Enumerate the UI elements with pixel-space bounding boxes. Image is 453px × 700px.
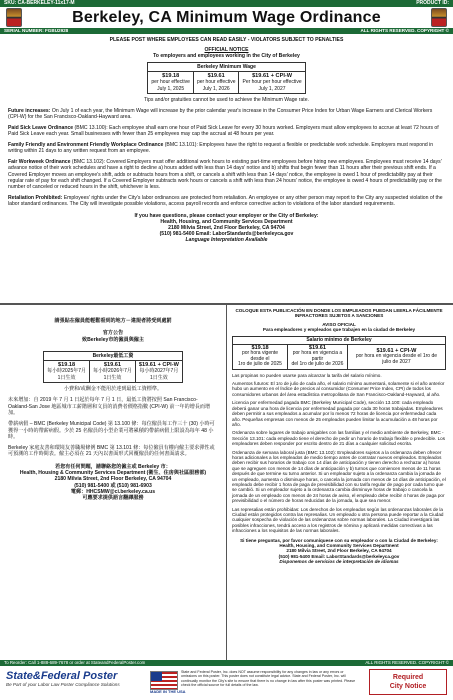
rate-line: 1日生效 [57, 374, 76, 381]
rate-line: 每小時2026年7月 [93, 368, 132, 375]
language-note: Language Interpretation Available [185, 237, 268, 244]
official-notice-zh: 官方公告 [102, 330, 124, 337]
rate-line: por hora vigente desde el [241, 350, 279, 362]
rate-line: Per hour per hour effective [242, 79, 302, 86]
required-line: Required [392, 674, 424, 681]
rate-cell [193, 72, 239, 93]
rate-amount: $19.18 [162, 73, 180, 80]
rate-line: 1ro de julio de 2025 [238, 361, 282, 368]
fair-workweek-es: Ordenanza de semana laboral justa (BMC 13.102): Empleadores sujetos a la ordenanza deben ofrecer horas adicionales a los empleados de medio tiempo antes de contratar nuevos empleados. Empleados deben recibir sus horarios de trabajo con 14 días de anticipación y tienen derecho a rechazar a) horas que se agreguen con menos de 14 días de anticipación y b) turnos que comiencen menos de 11 horas después de que termine su turno anterior. Si un empleador sujeto a la ordenanza cambia la jornada de un empleado, aumenta o disminuye horas, o cancela la jornada con menos de 14 días de anticipación, el empleado debe recibir 1 hora de paga de previsibilidad con su tarifa regular de pago por cada turno que se cambió. Si un empleador sujeto a la ordenanza cambia disminuye horas de trabajo o cancela la jornada de un empleado con menos de 24 horas de aviso, el empleado debe recibir 4 horas de paga por previsibilidad o el número de horas reducidas de la jornada, la que sea menor. [232, 449, 446, 504]
rates-table-zh [43, 351, 183, 383]
section-title: Fair Workweek Ordinance [8, 159, 71, 166]
section-title: Retaliation Prohibited: [8, 194, 63, 201]
brand-logo [6, 670, 146, 687]
rate-cell [90, 361, 136, 383]
sick-leave-es: Licencia por enfermedad pagada BMC (Berkeley Municipal Code), sección 13.100: cada empleado deberá ganar una hora de licencia por enfermedad pagada por cada 30 horas trabajadas. Empleadores deben permitir a sus empleados a acumular por lo menos 72 horas de licencia por enfermedad cada año. Pequeñas empresas con menos de 25 empleados pueden limitar la acumulación a 48 horas por año. [232, 400, 443, 427]
contact-phone-es: (510) 981-5400 Email: LaborStandards@berkeleyca.gov [278, 553, 400, 559]
contact-phone: (510) 981-5400 Email: LaborStandards@berkeleyca.gov [159, 231, 294, 238]
contact-org-es: Health, Housing, and Community Services Department [279, 543, 399, 549]
sick-leave-zh: 帶薪病假 – BMC (Berkeley Municipal Code) 第 13.100 條：每位僱員每工作三十 (30) 小時可獲得一小時的帶薪病假。少於 25 名僱員的小型企業可將累積的帶薪病假上限設為每年 48 小時。 [8, 421, 215, 440]
serial-bar [0, 28, 453, 34]
rate-cell [288, 345, 348, 370]
contact-phone-zh: (510) 981-5400 或 (510) 981-6903 [74, 482, 152, 489]
post-notice-es: COLOQUE ESTA PUBLICACIÓN EN DONDE LOS EMPLEADOS PUEDAN LEERLA FÁCILMENTE INFRACTORES SUJETOS A SANCIONES [235, 308, 443, 319]
language-note-es: Disponemos de servicios de interpretación de idiomas [279, 559, 399, 565]
section-text: (BMC 13.100): Each employee shall earn one hour of Paid Sick Leave for every 30 hours worked. Employers must allow employees to accrue at least 72 hours of Paid Sick Leave each year. Small businesses with fewer than 25 employees may cap the accrual at 48 hours per year. [8, 124, 439, 138]
spanish-section [232, 308, 446, 565]
rate-cell [347, 345, 445, 370]
page-title: Berkeley, CA Minimum Wage Ordinance [72, 9, 381, 26]
fair-workweek-paragraph [8, 159, 445, 189]
us-flag-icon [150, 671, 178, 690]
retaliation-paragraph [8, 195, 445, 207]
family-friendly-es: Ordenanza sobre lugares de trabajo amigables con las familias y el medio ambiente de Berkeley, BMC - Sección 13.101: cada empleado tiene el derecho de pedir un horario de trabajo flexible o predecible. Los empleadores deben responder por escrito dentro de 21 días a cualquier solicitud escrita. [232, 430, 445, 447]
rate-amount: $19.61 + CPI-W [252, 73, 293, 80]
rate-amount: $19.61 [103, 362, 122, 369]
rate-line: 每小時2027年7月 [139, 368, 179, 375]
rates-header-zh: Berkeley最低工資 [44, 351, 183, 360]
section-title: Paid Sick Leave Ordinance [8, 124, 74, 131]
rate-amount: $19.61 [207, 73, 225, 80]
language-note-zh: 可應要求提供語言翻譯服務 [82, 495, 144, 502]
rate-line: 1日生效 [150, 374, 168, 381]
english-section [8, 37, 445, 243]
rate-line: July 1, 2025 [157, 85, 185, 92]
section-text: (BMC 13.102): Covered Employers must offer additional work hours to existing part-time employees before hiring new employees. Employees must receive 14 days' advance notice of their work schedules and have a right to decline a) hours added with less than 14 days' notice and b) shifts that begin fewer than 11 hours after their previous shift ends. If a Covered Employer moves an employee's shift, adds or subtracts hours from a shift, or cancels a shift with less than 14 days' notice, the employee is owed 1 hour of predictability pay at their regular rate of pay for each shift changed. If a Covered Employer subtracts work hours or cancels a shift with less than 24 hours' notice, the employee is owed 4 hours of predictability pay or the number of canceled or reduced hours in the shift, whichever is less. [8, 159, 442, 190]
tips-note-es: Las propinas no pueden usarse para alcanzar la tarifa del salario mínimo. [232, 372, 382, 378]
post-notice: PLEASE POST WHERE EMPLOYEES CAN READ EASILY - VIOLATORS SUBJECT TO PENALTIES [109, 37, 344, 43]
rate-cell [148, 72, 194, 93]
rate-amount: $19.18 [58, 362, 76, 369]
footer-copyright: ALL RIGHTS RESERVED. COPYRIGHT © [365, 660, 449, 665]
official-notice-sub: To employers and employees working in the City of Berkeley [153, 53, 300, 60]
family-friendly-zh: Berkeley 家庭友善和環境友善職場條例 BMC 第 13.101 條：每位僱員有權向僱主要求彈性或可預測的工作時間表。僱主必須在 21 天內以書面形式回覆僱員的任何書面請求。 [8, 445, 215, 458]
contact-org: Health, Housing, and Community Services Department [160, 219, 293, 226]
reorder-text: To Reorder: Call 1-888-689-7678 or order at StateandFederalPoster.com [4, 660, 146, 665]
rate-line: per hour effective [196, 79, 236, 86]
section-title: Future increases: [8, 107, 51, 114]
family-friendly-paragraph [8, 142, 445, 154]
product-id-label: PRODUCT ID: [416, 0, 449, 6]
rates-header-es: Salario mínimo de Berkeley [233, 336, 446, 344]
sick-leave-paragraph [8, 125, 445, 137]
rate-line: per hour effective [151, 79, 190, 86]
rate-line: July 1, 2026 [202, 85, 230, 92]
contact-address-zh: 2180 Milvia Street, 2nd Floor Berkeley, CA 94704 [54, 476, 172, 483]
section-title: Family Friendly and Environment Friendly Workplace Ordinance [8, 142, 164, 149]
made-in-usa: MADE IN THE USA [150, 689, 186, 694]
rate-cell [44, 361, 90, 383]
rates-table-es [232, 336, 446, 370]
required-notice-badge [369, 669, 447, 695]
tips-note-zh: 小費和/或酬金不能用於達到最低工資標準。 [63, 386, 163, 393]
contact-email-zh: 電郵：HHCSMW@ci.berkeley.ca.us [70, 488, 156, 495]
chinese-section [8, 318, 218, 502]
future-increases-paragraph [8, 108, 445, 120]
rate-line: 1日生效 [103, 374, 122, 381]
rate-line: por hora en vigencia desde el 1ro de julio de 2027 [355, 353, 438, 365]
future-increases-zh: 未來增加：自 2019 年 7 月 1 日起於每年 7 月 1 日，最低工資將按照 San Francisco-Oakland-San Jose 地區城市工薪階層和文員的消費者價格指數 (CPI-W) 前一年的增長而增加。 [8, 397, 211, 416]
section-text: Employees' rights under the City's labor ordinances are protected from retaliation. An employee or any other person may report to the City any suspected violation of the labor standard ordinances. The City will investigate possible violations, access payroll records and enforce corrective action to violations of the labor standard requirements. [8, 194, 443, 207]
serial-number: SERIAL NUMBER: FGBU2928 [4, 28, 69, 33]
rate-amount: $19.18 [251, 345, 269, 352]
column-divider [226, 305, 227, 660]
section-text: (BMC 13.101): Employees have the right to request a flexible or predictable work schedule. Employers must respond in writing within 21 days to any written request from an employee. [8, 142, 434, 155]
copyright-label: ALL RIGHTS RESERVED. COPYRIGHT © [360, 28, 449, 33]
rates-table [147, 62, 305, 93]
rate-line: July 1, 2027 [258, 85, 286, 92]
future-increases-es: Aumentos futuros: El 1ro de julio de cada año, el salario mínimo aumentará, solamente si el año anterior hubo un aumento en el Índice de precios al consumidor (Consumer Price Index, CPI) de todos los consumidores urbanos del área estadística metropolitana de San Francisco-Oakland-Hayward, al año. [232, 381, 445, 397]
footer [0, 666, 453, 700]
official-notice-heading: OFFICIAL NOTICE [204, 47, 249, 54]
tips-note: Tips and/or gratuities cannot be used to achieve the Minimum Wage rate. [144, 96, 309, 103]
brand-tagline: Be Part of your Labor Law Poster Compliance Solutions [6, 682, 120, 687]
official-notice-es: AVISO OFICIAL [322, 321, 356, 327]
contact-org-zh: Health, Housing & Community Services Department (衛生、住房與社區服務部) [19, 470, 207, 477]
rate-line: por hora en vigencia a partir [292, 350, 343, 362]
retaliation-es: Las represalias están prohibidas: Los derechos de los empleados según las ordenanzas laborales de la Ciudad están protegidos contra las represalias. Un empleado u otra persona puede reportar a la Ciudad cualquier sospecha de violación de las ordenanzas sobre normas laborales. La Ciudad investigará las posibles infracciones, tendrá acceso a los registros de nómina y aplicará medidas correctivas a las infracciones a los requisitos de las normas laborales. [232, 506, 444, 534]
rate-line: 每小時2025年7月 [47, 368, 87, 375]
rate-line: del 1ro de julio de 2026 [291, 361, 344, 368]
contact-intro-zh: 若您有任何問題，請聯絡您的僱主或 Berkeley 市： [55, 463, 171, 470]
rate-amount: $19.61 + CPI-W [376, 347, 417, 354]
post-notice-zh: 請張貼在僱員能輕鬆看到的地方－違規者將受到處罰 [54, 318, 172, 324]
legal-disclaimer: State and Federal Poster, Inc. does NOT assume responsibility for any changes in law or any errors or omissions on this poster. This poster does not constitute legal advice. State and Federal Poster, Inc. will continually monitor the City's site to ensure that there is no change in law after this poster was printed. Please check the official source for full details of the law. [181, 670, 356, 687]
sku-label: SKU: CA-BERKELEY-11x17-M [4, 0, 75, 6]
top-bar [0, 0, 453, 7]
section-text: On July 1 of each year, the Minimum Wage will increase by the prior calendar year's increase in the Consumer Price Index for Urban Wage Earners and Clerical Workers (CPI-W) for the San Francisco-Oakland-Hayward area. [8, 107, 433, 120]
contact-intro-es: Si tiene preguntas, por favor comuníquese con su empleador o con la Ciudad de Berkeley: [240, 537, 438, 543]
rates-header: Berkeley Minimum Wage [148, 63, 305, 72]
rate-amount: $19.61 [308, 345, 326, 352]
rate-cell [135, 361, 182, 383]
required-line: City Notice [389, 683, 427, 690]
contact-address: 2180 Milvia Street, 2nd Floor Berkeley, CA 94704 [168, 225, 285, 232]
contact-intro: If you have questions, please contact your employer or the City of Berkeley: [134, 212, 319, 219]
contact-address-es: 2180 Milvia Street, 2nd Floor Berkeley, CA 94704 [286, 548, 392, 554]
official-sub-zh: 致Berkeley市的僱員與僱主 [82, 336, 144, 343]
rate-cell [239, 72, 305, 93]
rate-amount: $19.61 + CPI-W [138, 362, 179, 369]
brand-name: State&Federal Poster [6, 670, 118, 682]
rate-cell [233, 345, 288, 370]
official-sub-es: Para empleadores y empleados que trabajen en la ciudad de Berkeley [262, 327, 416, 333]
